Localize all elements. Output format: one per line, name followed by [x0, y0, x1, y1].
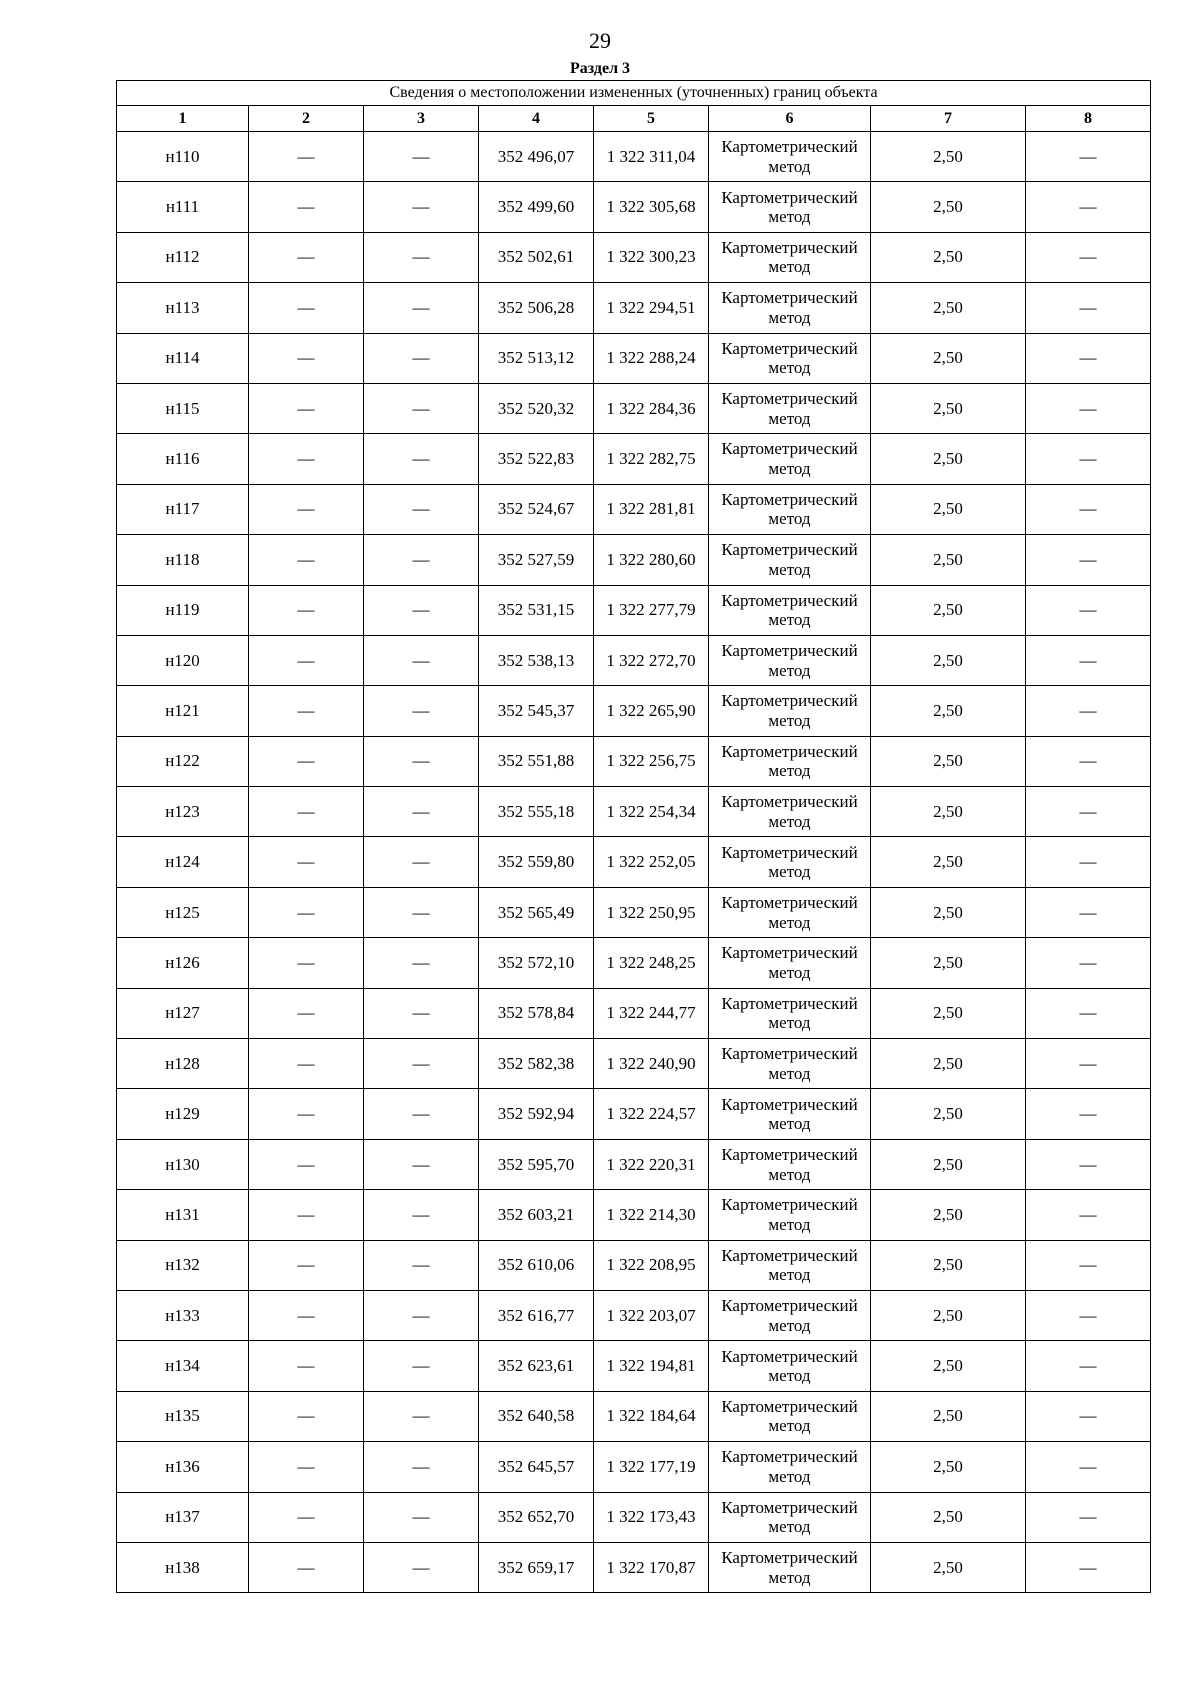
empty-value-cell: — [1026, 938, 1151, 988]
y-coordinate-cell: 1 322 284,36 [594, 383, 709, 433]
empty-value-cell: — [364, 988, 479, 1038]
method-cell: Картометрический метод [709, 1391, 871, 1441]
empty-value-cell: — [364, 1391, 479, 1441]
method-cell: Картометрический метод [709, 1240, 871, 1290]
empty-value-cell: — [364, 232, 479, 282]
method-cell: Картометрический метод [709, 635, 871, 685]
method-cell: Картометрический метод [709, 132, 871, 182]
method-cell: Картометрический метод [709, 1139, 871, 1189]
x-coordinate-cell: 352 538,13 [479, 635, 594, 685]
x-coordinate-cell: 352 652,70 [479, 1492, 594, 1542]
empty-value-cell: — [249, 1341, 364, 1391]
x-coordinate-cell: 352 527,59 [479, 535, 594, 585]
coordinates-table [116, 80, 1151, 1593]
empty-value-cell: — [249, 1542, 364, 1592]
empty-value-cell: — [249, 283, 364, 333]
y-coordinate-cell: 1 322 240,90 [594, 1039, 709, 1089]
empty-value-cell: — [249, 535, 364, 585]
column-number: 1 [117, 106, 249, 132]
column-number: 7 [871, 106, 1026, 132]
table-row [117, 988, 1151, 1038]
empty-value-cell: — [249, 132, 364, 182]
empty-value-cell: — [1026, 1442, 1151, 1492]
empty-value-cell: — [1026, 837, 1151, 887]
point-cell: н124 [117, 837, 249, 887]
empty-value-cell: — [364, 635, 479, 685]
table-row [117, 434, 1151, 484]
empty-value-cell: — [1026, 736, 1151, 786]
x-coordinate-cell: 352 623,61 [479, 1341, 594, 1391]
accuracy-cell: 2,50 [871, 1341, 1026, 1391]
empty-value-cell: — [364, 1190, 479, 1240]
method-cell: Картометрический метод [709, 1190, 871, 1240]
accuracy-cell: 2,50 [871, 283, 1026, 333]
accuracy-cell: 2,50 [871, 635, 1026, 685]
empty-value-cell: — [249, 1089, 364, 1139]
x-coordinate-cell: 352 582,38 [479, 1039, 594, 1089]
empty-value-cell: — [364, 1442, 479, 1492]
accuracy-cell: 2,50 [871, 434, 1026, 484]
method-cell: Картометрический метод [709, 988, 871, 1038]
table-row [117, 535, 1151, 585]
column-number: 5 [594, 106, 709, 132]
accuracy-cell: 2,50 [871, 938, 1026, 988]
y-coordinate-cell: 1 322 254,34 [594, 787, 709, 837]
y-coordinate-cell: 1 322 184,64 [594, 1391, 709, 1441]
method-cell: Картометрический метод [709, 585, 871, 635]
accuracy-cell: 2,50 [871, 1391, 1026, 1441]
method-cell: Картометрический метод [709, 1039, 871, 1089]
y-coordinate-cell: 1 322 248,25 [594, 938, 709, 988]
empty-value-cell: — [364, 283, 479, 333]
column-number: 4 [479, 106, 594, 132]
point-cell: н137 [117, 1492, 249, 1542]
empty-value-cell: — [364, 686, 479, 736]
method-cell: Картометрический метод [709, 1492, 871, 1542]
y-coordinate-cell: 1 322 256,75 [594, 736, 709, 786]
point-cell: н115 [117, 383, 249, 433]
empty-value-cell: — [364, 132, 479, 182]
method-cell: Картометрический метод [709, 535, 871, 585]
x-coordinate-cell: 352 551,88 [479, 736, 594, 786]
table-row [117, 686, 1151, 736]
accuracy-cell: 2,50 [871, 787, 1026, 837]
empty-value-cell: — [249, 383, 364, 433]
x-coordinate-cell: 352 603,21 [479, 1190, 594, 1240]
empty-value-cell: — [1026, 1492, 1151, 1542]
empty-value-cell: — [1026, 1039, 1151, 1089]
method-cell: Картометрический метод [709, 837, 871, 887]
method-cell: Картометрический метод [709, 736, 871, 786]
method-cell: Картометрический метод [709, 283, 871, 333]
x-coordinate-cell: 352 565,49 [479, 887, 594, 937]
accuracy-cell: 2,50 [871, 1190, 1026, 1240]
point-cell: н130 [117, 1139, 249, 1189]
empty-value-cell: — [364, 1039, 479, 1089]
empty-value-cell: — [364, 535, 479, 585]
accuracy-cell: 2,50 [871, 988, 1026, 1038]
point-cell: н111 [117, 182, 249, 232]
column-number: 3 [364, 106, 479, 132]
table-row [117, 1341, 1151, 1391]
method-cell: Картометрический метод [709, 383, 871, 433]
point-cell: н110 [117, 132, 249, 182]
y-coordinate-cell: 1 322 177,19 [594, 1442, 709, 1492]
empty-value-cell: — [1026, 383, 1151, 433]
y-coordinate-cell: 1 322 220,31 [594, 1139, 709, 1189]
empty-value-cell: — [364, 1542, 479, 1592]
x-coordinate-cell: 352 595,70 [479, 1139, 594, 1189]
point-cell: н119 [117, 585, 249, 635]
y-coordinate-cell: 1 322 250,95 [594, 887, 709, 937]
empty-value-cell: — [249, 1391, 364, 1441]
table-row [117, 938, 1151, 988]
empty-value-cell: — [1026, 1341, 1151, 1391]
y-coordinate-cell: 1 322 277,79 [594, 585, 709, 635]
empty-value-cell: — [364, 837, 479, 887]
accuracy-cell: 2,50 [871, 1542, 1026, 1592]
point-cell: н134 [117, 1341, 249, 1391]
table-row [117, 1290, 1151, 1340]
empty-value-cell: — [249, 182, 364, 232]
point-cell: н114 [117, 333, 249, 383]
y-coordinate-cell: 1 322 305,68 [594, 182, 709, 232]
empty-value-cell: — [364, 1089, 479, 1139]
method-cell: Картометрический метод [709, 1089, 871, 1139]
empty-value-cell: — [364, 434, 479, 484]
method-cell: Картометрический метод [709, 1542, 871, 1592]
table-body [117, 132, 1151, 1593]
x-coordinate-cell: 352 499,60 [479, 182, 594, 232]
y-coordinate-cell: 1 322 170,87 [594, 1542, 709, 1592]
method-cell: Картометрический метод [709, 686, 871, 736]
empty-value-cell: — [364, 585, 479, 635]
table-row [117, 1492, 1151, 1542]
method-cell: Картометрический метод [709, 787, 871, 837]
method-cell: Картометрический метод [709, 887, 871, 937]
empty-value-cell: — [1026, 434, 1151, 484]
empty-value-cell: — [1026, 283, 1151, 333]
point-cell: н122 [117, 736, 249, 786]
empty-value-cell: — [364, 1240, 479, 1290]
empty-value-cell: — [364, 736, 479, 786]
y-coordinate-cell: 1 322 280,60 [594, 535, 709, 585]
table-row [117, 1391, 1151, 1441]
column-number: 2 [249, 106, 364, 132]
table-row [117, 484, 1151, 534]
y-coordinate-cell: 1 322 294,51 [594, 283, 709, 333]
x-coordinate-cell: 352 610,06 [479, 1240, 594, 1290]
x-coordinate-cell: 352 592,94 [479, 1089, 594, 1139]
empty-value-cell: — [1026, 787, 1151, 837]
y-coordinate-cell: 1 322 252,05 [594, 837, 709, 887]
y-coordinate-cell: 1 322 208,95 [594, 1240, 709, 1290]
accuracy-cell: 2,50 [871, 232, 1026, 282]
y-coordinate-cell: 1 322 288,24 [594, 333, 709, 383]
empty-value-cell: — [249, 1492, 364, 1542]
point-cell: н112 [117, 232, 249, 282]
accuracy-cell: 2,50 [871, 1240, 1026, 1290]
empty-value-cell: — [364, 484, 479, 534]
accuracy-cell: 2,50 [871, 333, 1026, 383]
empty-value-cell: — [364, 787, 479, 837]
x-coordinate-cell: 352 502,61 [479, 232, 594, 282]
table-row [117, 1240, 1151, 1290]
table-row [117, 232, 1151, 282]
y-coordinate-cell: 1 322 214,30 [594, 1190, 709, 1240]
y-coordinate-cell: 1 322 282,75 [594, 434, 709, 484]
table-row [117, 635, 1151, 685]
y-coordinate-cell: 1 322 265,90 [594, 686, 709, 736]
method-cell: Картометрический метод [709, 484, 871, 534]
empty-value-cell: — [1026, 232, 1151, 282]
empty-value-cell: — [364, 887, 479, 937]
accuracy-cell: 2,50 [871, 1139, 1026, 1189]
x-coordinate-cell: 352 578,84 [479, 988, 594, 1038]
method-cell: Картометрический метод [709, 232, 871, 282]
point-cell: н132 [117, 1240, 249, 1290]
empty-value-cell: — [364, 383, 479, 433]
section-title: Раздел 3 [569, 60, 631, 77]
x-coordinate-cell: 352 659,17 [479, 1542, 594, 1592]
point-cell: н128 [117, 1039, 249, 1089]
x-coordinate-cell: 352 645,57 [479, 1442, 594, 1492]
empty-value-cell: — [1026, 1391, 1151, 1441]
empty-value-cell: — [249, 232, 364, 282]
point-cell: н120 [117, 635, 249, 685]
x-coordinate-cell: 352 513,12 [479, 333, 594, 383]
empty-value-cell: — [249, 484, 364, 534]
empty-value-cell: — [249, 837, 364, 887]
empty-value-cell: — [1026, 333, 1151, 383]
accuracy-cell: 2,50 [871, 736, 1026, 786]
empty-value-cell: — [1026, 887, 1151, 937]
empty-value-cell: — [1026, 1290, 1151, 1340]
point-cell: н118 [117, 535, 249, 585]
point-cell: н131 [117, 1190, 249, 1240]
table-row [117, 887, 1151, 937]
empty-value-cell: — [249, 1290, 364, 1340]
y-coordinate-cell: 1 322 272,70 [594, 635, 709, 685]
empty-value-cell: — [1026, 1139, 1151, 1189]
x-coordinate-cell: 352 531,15 [479, 585, 594, 635]
table-row [117, 585, 1151, 635]
x-coordinate-cell: 352 616,77 [479, 1290, 594, 1340]
table-row [117, 333, 1151, 383]
empty-value-cell: — [1026, 132, 1151, 182]
point-cell: н113 [117, 283, 249, 333]
point-cell: н133 [117, 1290, 249, 1340]
accuracy-cell: 2,50 [871, 686, 1026, 736]
method-cell: Картометрический метод [709, 182, 871, 232]
empty-value-cell: — [1026, 585, 1151, 635]
empty-value-cell: — [249, 1039, 364, 1089]
empty-value-cell: — [249, 787, 364, 837]
point-cell: н121 [117, 686, 249, 736]
empty-value-cell: — [364, 182, 479, 232]
y-coordinate-cell: 1 322 194,81 [594, 1341, 709, 1391]
table-row [117, 1190, 1151, 1240]
table-row [117, 1442, 1151, 1492]
accuracy-cell: 2,50 [871, 484, 1026, 534]
empty-value-cell: — [249, 736, 364, 786]
empty-value-cell: — [249, 887, 364, 937]
accuracy-cell: 2,50 [871, 182, 1026, 232]
accuracy-cell: 2,50 [871, 1492, 1026, 1542]
accuracy-cell: 2,50 [871, 1089, 1026, 1139]
empty-value-cell: — [364, 1492, 479, 1542]
point-cell: н135 [117, 1391, 249, 1441]
y-coordinate-cell: 1 322 203,07 [594, 1290, 709, 1340]
point-cell: н126 [117, 938, 249, 988]
table-row [117, 283, 1151, 333]
method-cell: Картометрический метод [709, 938, 871, 988]
accuracy-cell: 2,50 [871, 1039, 1026, 1089]
point-cell: н123 [117, 787, 249, 837]
method-cell: Картометрический метод [709, 1290, 871, 1340]
x-coordinate-cell: 352 640,58 [479, 1391, 594, 1441]
table-row [117, 132, 1151, 182]
empty-value-cell: — [1026, 1542, 1151, 1592]
accuracy-cell: 2,50 [871, 1442, 1026, 1492]
empty-value-cell: — [249, 1190, 364, 1240]
table-row [117, 787, 1151, 837]
x-coordinate-cell: 352 522,83 [479, 434, 594, 484]
empty-value-cell: — [249, 1139, 364, 1189]
empty-value-cell: — [249, 1442, 364, 1492]
x-coordinate-cell: 352 524,67 [479, 484, 594, 534]
table-row [117, 736, 1151, 786]
point-cell: н125 [117, 887, 249, 937]
table-row [117, 1039, 1151, 1089]
empty-value-cell: — [1026, 484, 1151, 534]
empty-value-cell: — [364, 1139, 479, 1189]
accuracy-cell: 2,50 [871, 585, 1026, 635]
y-coordinate-cell: 1 322 173,43 [594, 1492, 709, 1542]
x-coordinate-cell: 352 496,07 [479, 132, 594, 182]
empty-value-cell: — [249, 988, 364, 1038]
point-cell: н136 [117, 1442, 249, 1492]
empty-value-cell: — [249, 434, 364, 484]
empty-value-cell: — [249, 686, 364, 736]
accuracy-cell: 2,50 [871, 383, 1026, 433]
empty-value-cell: — [1026, 535, 1151, 585]
method-cell: Картометрический метод [709, 434, 871, 484]
method-cell: Картометрический метод [709, 1442, 871, 1492]
table-row [117, 1139, 1151, 1189]
empty-value-cell: — [1026, 1089, 1151, 1139]
x-coordinate-cell: 352 506,28 [479, 283, 594, 333]
empty-value-cell: — [1026, 182, 1151, 232]
empty-value-cell: — [1026, 1190, 1151, 1240]
page-number: 29 [589, 28, 611, 53]
table-row [117, 182, 1151, 232]
table-row [117, 837, 1151, 887]
column-number: 8 [1026, 106, 1151, 132]
empty-value-cell: — [364, 1341, 479, 1391]
table-caption: Сведения о местоположении измененных (уточненных) границ объекта [117, 81, 1151, 106]
empty-value-cell: — [249, 333, 364, 383]
x-coordinate-cell: 352 520,32 [479, 383, 594, 433]
empty-value-cell: — [364, 938, 479, 988]
empty-value-cell: — [249, 1240, 364, 1290]
empty-value-cell: — [1026, 988, 1151, 1038]
accuracy-cell: 2,50 [871, 1290, 1026, 1340]
point-cell: н127 [117, 988, 249, 1038]
column-number: 6 [709, 106, 871, 132]
empty-value-cell: — [1026, 686, 1151, 736]
method-cell: Картометрический метод [709, 1341, 871, 1391]
point-cell: н138 [117, 1542, 249, 1592]
point-cell: н117 [117, 484, 249, 534]
column-number-row [117, 106, 1151, 132]
table-row [117, 383, 1151, 433]
x-coordinate-cell: 352 559,80 [479, 837, 594, 887]
table-row [117, 1542, 1151, 1592]
empty-value-cell: — [249, 585, 364, 635]
x-coordinate-cell: 352 572,10 [479, 938, 594, 988]
y-coordinate-cell: 1 322 224,57 [594, 1089, 709, 1139]
empty-value-cell: — [364, 1290, 479, 1340]
y-coordinate-cell: 1 322 244,77 [594, 988, 709, 1038]
accuracy-cell: 2,50 [871, 887, 1026, 937]
y-coordinate-cell: 1 322 300,23 [594, 232, 709, 282]
table-row [117, 1089, 1151, 1139]
method-cell: Картометрический метод [709, 333, 871, 383]
y-coordinate-cell: 1 322 281,81 [594, 484, 709, 534]
accuracy-cell: 2,50 [871, 132, 1026, 182]
x-coordinate-cell: 352 555,18 [479, 787, 594, 837]
empty-value-cell: — [1026, 1240, 1151, 1290]
empty-value-cell: — [249, 635, 364, 685]
accuracy-cell: 2,50 [871, 837, 1026, 887]
empty-value-cell: — [249, 938, 364, 988]
empty-value-cell: — [1026, 635, 1151, 685]
x-coordinate-cell: 352 545,37 [479, 686, 594, 736]
point-cell: н129 [117, 1089, 249, 1139]
y-coordinate-cell: 1 322 311,04 [594, 132, 709, 182]
empty-value-cell: — [364, 333, 479, 383]
point-cell: н116 [117, 434, 249, 484]
accuracy-cell: 2,50 [871, 535, 1026, 585]
